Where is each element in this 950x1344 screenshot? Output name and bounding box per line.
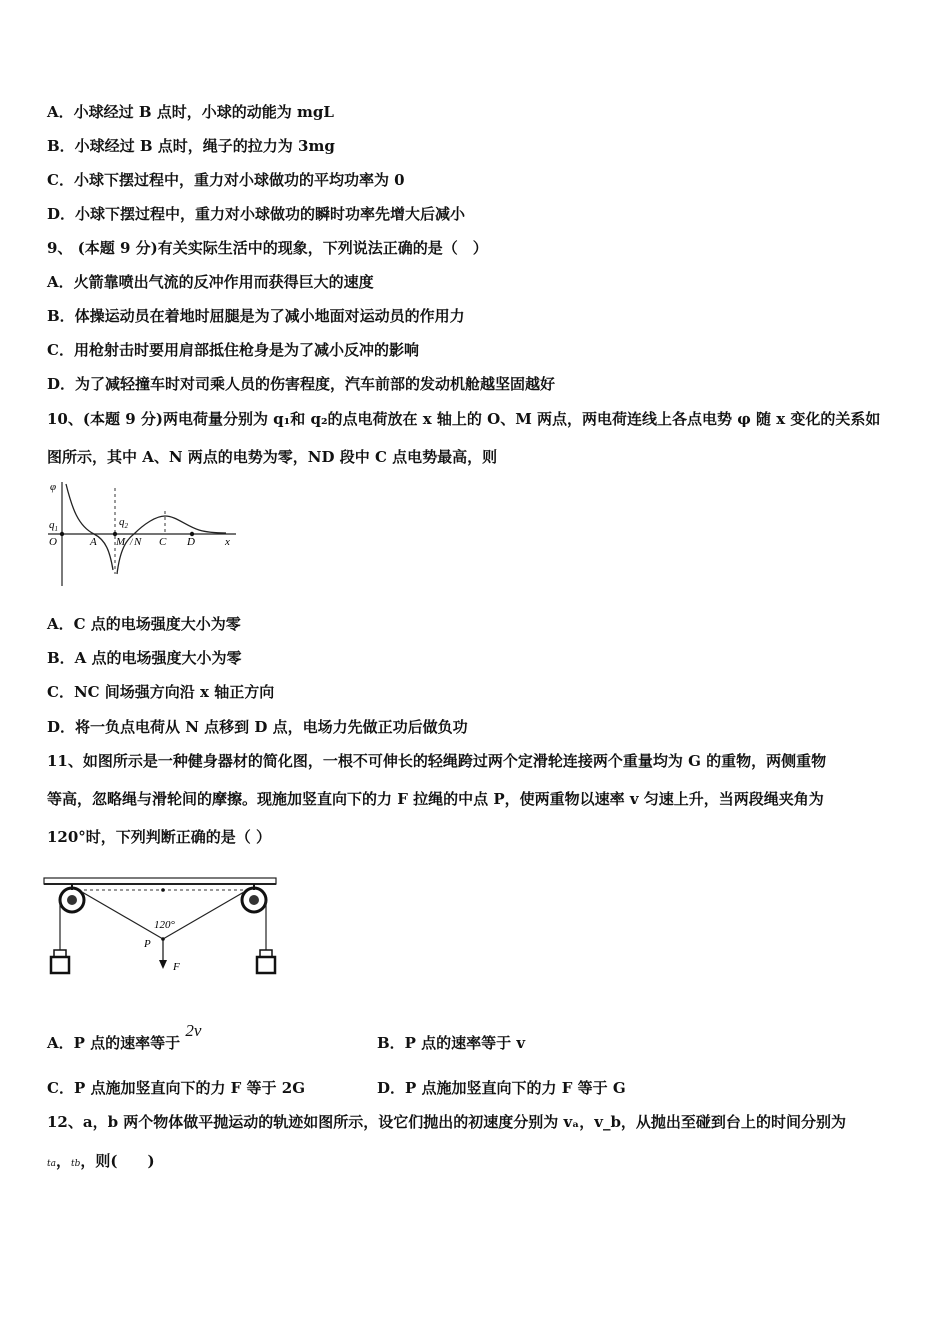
q10-option-b: B．A 点的电场强度大小为零 — [47, 649, 242, 667]
q12-stem-line2 — [47, 1151, 155, 1174]
rope-right — [163, 892, 244, 939]
q9-option-a: A．火箭靠喷出气流的反冲作用而获得巨大的速度 — [47, 273, 374, 291]
q10-stem-line1: 10、(本题 9 分)两电荷量分别为 q₁和 q₂的点电荷放在 x 轴上的 O、M 两点，两电荷连线上各点电势 φ 随 x 变化的关系如 — [47, 410, 881, 428]
d-label: D — [187, 536, 195, 548]
potential-graph — [44, 478, 244, 590]
f-label: F — [173, 961, 180, 973]
q9-option-d: D．为了减轻撞车时对司乘人员的伤害程度，汽车前部的发动机舱越坚固越好 — [47, 375, 556, 393]
left-weight — [51, 950, 69, 973]
q11-option-b: B．P 点的速率等于 v — [377, 1034, 526, 1052]
left-pulley — [60, 884, 84, 912]
q11-option-d: D．P 点施加竖直向下的力 F 等于 G — [377, 1079, 626, 1097]
right-weight — [257, 950, 275, 973]
x-label: x — [225, 536, 230, 548]
right-pulley — [242, 884, 266, 912]
p-label: P — [144, 938, 151, 950]
a-label: A — [90, 536, 97, 548]
q8-option-c: C．小球下摆过程中，重力对小球做功的平均功率为 0 — [47, 171, 405, 189]
q12-tail: ，则( ) — [80, 1152, 155, 1170]
n-label: N — [134, 536, 142, 548]
q11-option-a-expr: 2v — [185, 1021, 202, 1040]
q12-stem-line1: 12、a，b 两个物体做平抛运动的轨迹如图所示，设它们抛出的初速度分别为 vₐ，v_b，从抛出至碰到台上的时间分别为 — [47, 1113, 846, 1131]
q11-option-a — [47, 1021, 202, 1053]
q11-stem-line3: 120°时，下列判断正确的是（ ） — [47, 828, 272, 846]
phi-label: φ — [50, 481, 57, 493]
q1-label: $q_1$ — [49, 519, 58, 533]
q8-option-b: B．小球经过 B 点时，绳子的拉力为 3mg — [47, 137, 335, 155]
q11-option-c: C．P 点施加竖直向下的力 F 等于 2G — [47, 1079, 306, 1097]
q10-option-d: D．将一负点电荷从 N 点移到 D 点，电场力先做正功后做负功 — [47, 718, 468, 736]
q2-label: $q_2$ — [119, 516, 128, 530]
point-o-dot — [60, 532, 64, 536]
q10-option-a: A．C 点的电场强度大小为零 — [47, 615, 241, 633]
svg-text:/: / — [130, 537, 133, 547]
potential-curve-left — [66, 484, 113, 570]
q10-option-c: C．NC 间场强方向沿 x 轴正方向 — [47, 683, 275, 701]
angle-label: 120° — [154, 919, 175, 931]
force-arrow-head — [159, 960, 167, 969]
q9-option-c: C．用枪射击时要用肩部抵住枪身是为了减小反冲的影响 — [47, 341, 419, 359]
q11-stem-line1: 11、如图所示是一种健身器材的简化图，一根不可伸长的轻绳跨过两个定滑轮连接两个重量均为 G 的重物，两侧重物 — [47, 752, 827, 770]
q8-option-d: D．小球下摆过程中，重力对小球做功的瞬时功率先增大后减小 — [47, 205, 466, 223]
rope-left — [82, 892, 163, 939]
m-label: M — [116, 536, 126, 548]
ta-label: ta — [47, 1159, 56, 1169]
pulley-figure — [42, 870, 282, 985]
q8-option-a: A．小球经过 B 点时，小球的动能为 mgL — [47, 103, 334, 121]
q10-stem-line2: 图所示，其中 A、N 两点的电势为零，ND 段中 C 点电势最高，则 — [47, 448, 498, 466]
q11-option-a-text: A．P 点的速率等于 — [47, 1034, 181, 1052]
tb-label: tb — [71, 1159, 81, 1169]
o-label: O — [49, 536, 57, 548]
q9-stem: 9、 (本题 9 分)有关实际生活中的现象，下列说法正确的是（ ） — [47, 239, 488, 257]
q9-option-b: B．体操运动员在着地时屈腿是为了减小地面对运动员的作用力 — [47, 307, 465, 325]
q11-stem-line2: 等高，忽略绳与滑轮间的摩擦。现施加竖直向下的力 F 拉绳的中点 P，使两重物以速率 v 匀速上升，当两段绳夹角为 — [47, 790, 824, 808]
c-label: C — [159, 536, 167, 548]
ta-tb-separator: ， — [55, 1152, 71, 1170]
